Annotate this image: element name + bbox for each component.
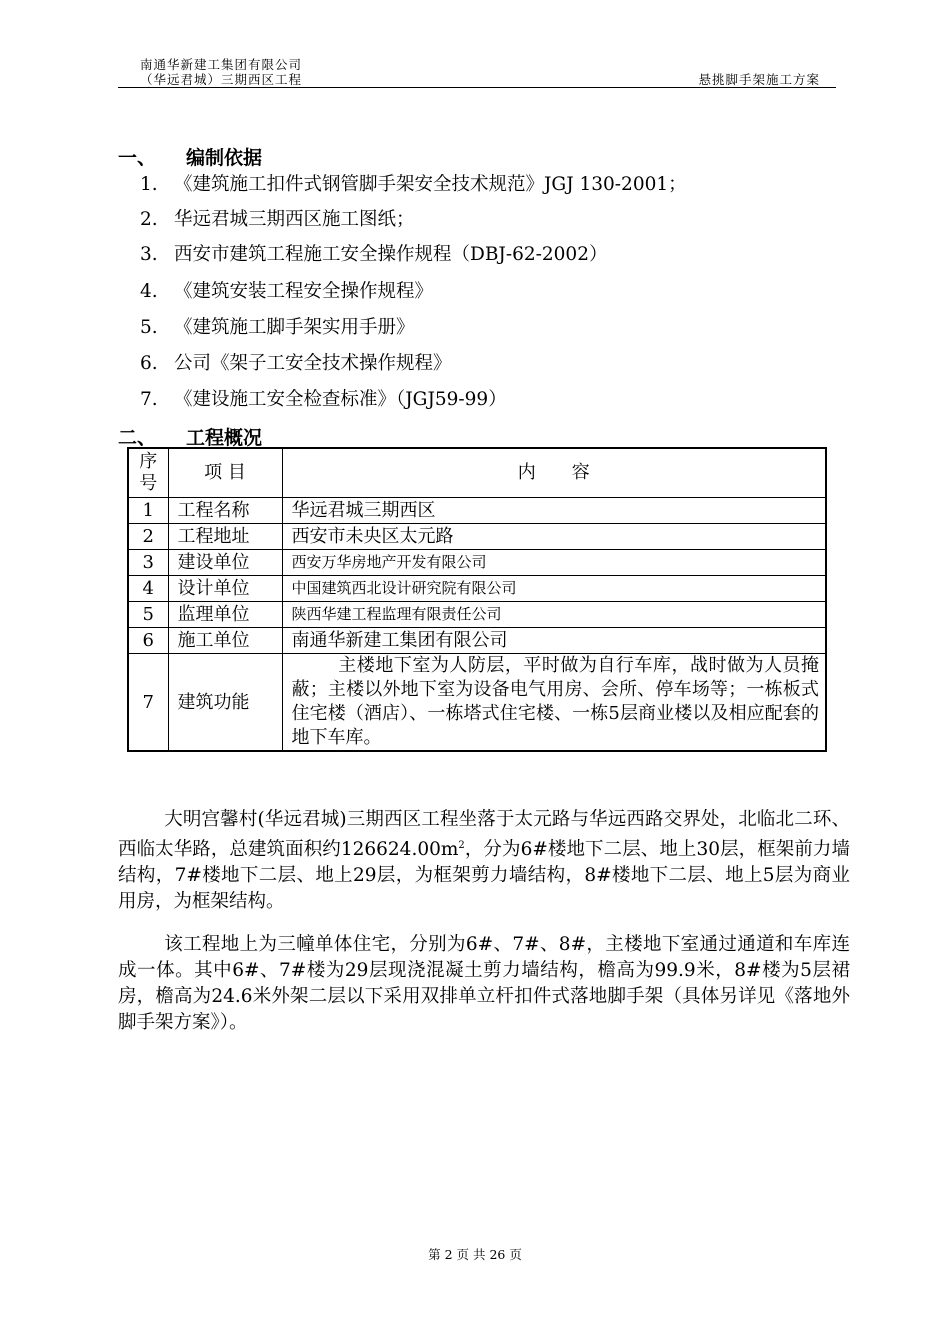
basis-item: 2. 华远君城三期西区施工图纸；	[140, 209, 415, 230]
table-header-row	[128, 448, 826, 498]
basis-item: 5. 《建筑施工脚手架实用手册》	[140, 317, 415, 338]
section-1-title: 编制依据	[186, 147, 263, 169]
section-2-title: 工程概况	[186, 427, 263, 449]
header-doc-title: 悬挑脚手架施工方案	[698, 72, 820, 87]
overview-paragraph-1: 大明宫馨村(华远君城)三期西区工程坐落于太元路与华远西路交界处，北临北二环、西临太华路，总建筑面积约$126624.00m^2$，分为6#楼地下二层、地上30层，框架前力墙结构，7#楼地下二层、地上29层，为框架剪力墙结构，8#楼地下二层、地上5层为商业用房，为框架结构。	[118, 809, 850, 913]
header-item: 项 目	[168, 448, 282, 498]
section-2-number: 二、	[118, 427, 157, 449]
basis-item: 4. 《建筑安装工程安全操作规程》	[140, 281, 434, 302]
table-row: 4 设计单位 中国建筑西北设计研究院有限公司	[128, 576, 826, 602]
header-company: 南通华新建工集团有限公司	[140, 57, 303, 72]
table-row: 6 施工单位 南通华新建工集团有限公司	[128, 628, 826, 654]
basis-item: 6. 公司《架子工安全技术操作规程》	[140, 353, 452, 374]
basis-item: 3. 西安市建筑工程施工安全操作规程（DBJ-62-2002）	[140, 244, 608, 265]
overview-paragraph-2: 该工程地上为三幢单体住宅，分别为6#、7#、8#，主楼地下室通过通道和车库连成一体。其中6#、7#楼为29层现浇混凝土剪力墙结构，檐高为99.9米，8#楼为5层裙房，檐高为24.6米外架二层以下采用双排单立杆扣件式落地脚手架（具体另详见《落地外脚手架方案》）。	[118, 934, 850, 1033]
section-1-heading	[118, 143, 262, 170]
section-1-number: 一、	[118, 147, 157, 169]
basis-item: 7. 《建设施工安全检查标准》（JGJ59-99）	[140, 389, 507, 410]
basis-item: 1. 《建筑施工扣件式钢管脚手架安全技术规范》JGJ 130-2001；	[140, 174, 687, 195]
table-row: 2 工程地址 西安市未央区太元路	[128, 524, 826, 550]
overview-table	[127, 447, 827, 752]
header-seq: 序号	[128, 448, 168, 498]
table-row: 7 建筑功能 主楼地下室为人防层，平时做为自行车库，战时做为人员掩蔽；主楼以外地下室为设备电气用房、会所、停车场等；一栋板式住宅楼（酒店）、一栋塔式住宅楼、一栋5层商业楼以及相应配套的地下车库。	[128, 654, 826, 752]
section-2-heading	[118, 423, 262, 450]
table-row: 3 建设单位 西安万华房地产开发有限公司	[128, 550, 826, 576]
header-rule	[118, 87, 836, 88]
header-project: （华远君城）三期西区工程	[140, 72, 303, 87]
table-row: 1 工程名称 华远君城三期西区	[128, 498, 826, 524]
header-content: 内 容	[282, 448, 826, 498]
table-row: 5 监理单位 陕西华建工程监理有限责任公司	[128, 602, 826, 628]
page-footer: 第 2 页 共 26 页	[428, 1247, 522, 1262]
